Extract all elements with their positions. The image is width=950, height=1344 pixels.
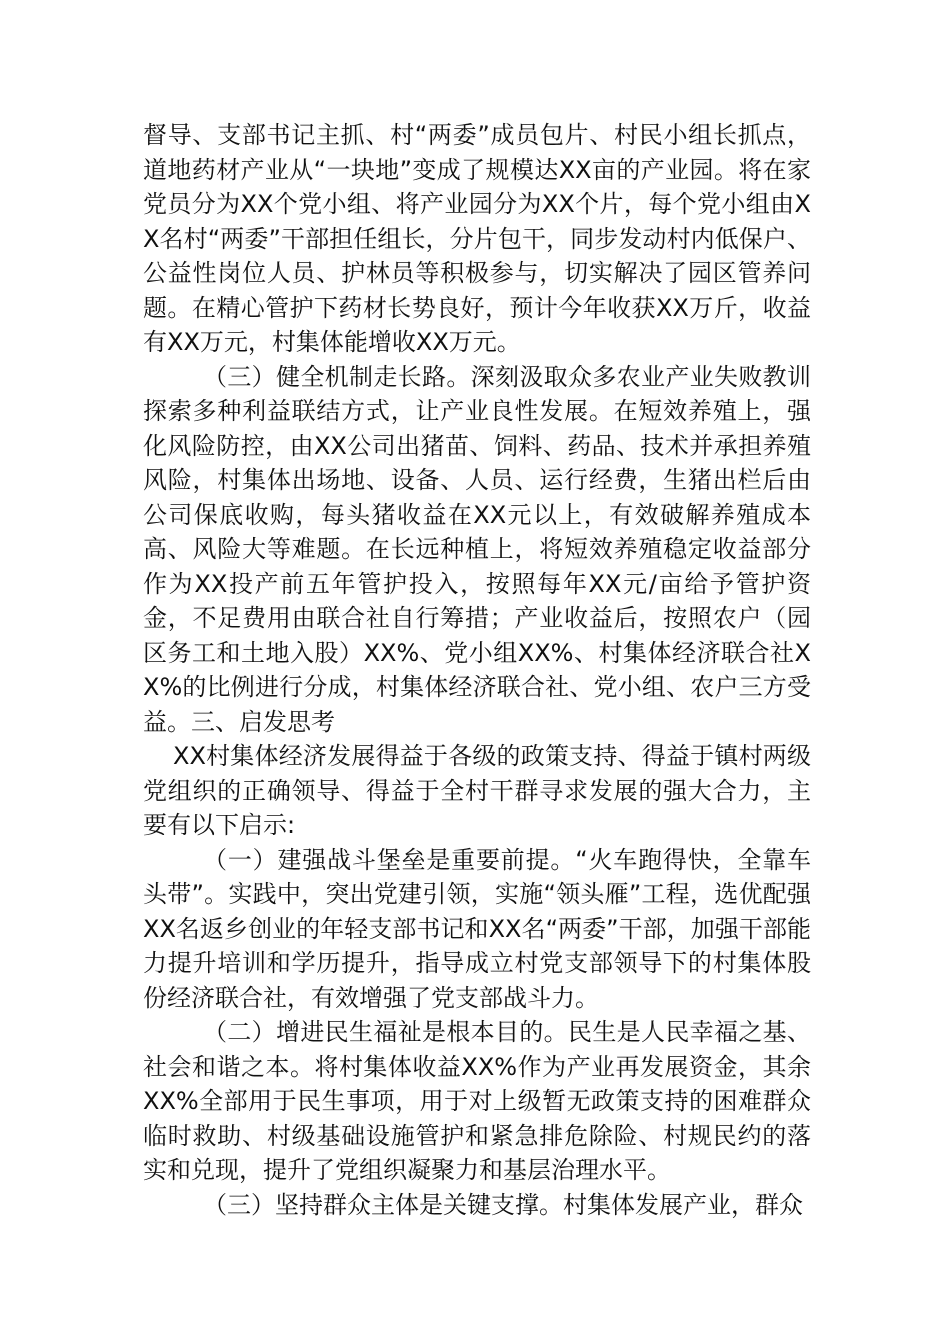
body-text xyxy=(143,118,811,1222)
paragraph-mechanism: （三）健全机制走长路。深刻汲取众多农业产业失败教训探索多种利益联结方式，让产业良性发展。在短效养殖上，强化风险防控，由XX公司出猪苗、饲料、药品、技术并承担养殖风险，村集体出场地、设备、人员、运行经费，生猪出栏后由公司保底收购，每头猪收益在XX元以上，有效破解养殖成本高、风险大等难题。在长远种植上，将短效养殖稳定收益部分作为XX投产前五年管护投入，按照每年XX元/亩给予管护资金，不足费用由联合社自行筹措；产业收益后，按照农户（园区务工和土地入股）XX%、党小组XX%、村集体经济联合社XX%的比例进行分成，村集体经济联合社、党小组、农户三方受益。三、启发思考 xyxy=(143,362,811,736)
paragraph-inspiration-2: （二）增进民生福祉是根本目的。民生是人民幸福之基、社会和谐之本。将村集体收益XX%作为产业再发展资金，其余XX%全部用于民生事项，用于对上级暂无政策支持的困难群众临时救助、村级基础设施管护和紧急排危除险、村规民约的落实和兑现，提升了党组织凝聚力和基层治理水平。 xyxy=(143,1018,811,1184)
paragraph-inspiration-intro: XX村集体经济发展得益于各级的政策支持、得益于镇村两级党组织的正确领导、得益于全村干群寻求发展的强大合力，主要有以下启示: xyxy=(143,742,811,839)
paragraph-continuation: 督导、支部书记主抓、村“两委”成员包片、村民小组长抓点，道地药材产业从“一块地”变成了规模达XX亩的产业园。将在家党员分为XX个党小组、将产业园分为XX个片，每个党小组由XX名村“两委”干部担任组长，分片包干，同步发动村内低保户、公益性岗位人员、护林员等积极参与，切实解决了园区管养问题。在精心管护下药材长势良好，预计今年收获XX万斤，收益有XX万元，村集体能增收XX万元。 xyxy=(143,121,811,356)
paragraph-inspiration-1: （一）建强战斗堡垒是重要前提。“火车跑得快，全靠车头带”。实践中，突出党建引领，实施“领头雁”工程，选优配强XX名返乡创业的年轻支部书记和XX名“两委”干部，加强干部能力提升培训和学历提升，指导成立村党支部领导下的村集体股份经济联合社，有效增强了党支部战斗力。 xyxy=(143,845,811,1012)
paragraph-inspiration-3: （三）坚持群众主体是关键支撑。村集体发展产业，群众 xyxy=(203,1190,803,1219)
